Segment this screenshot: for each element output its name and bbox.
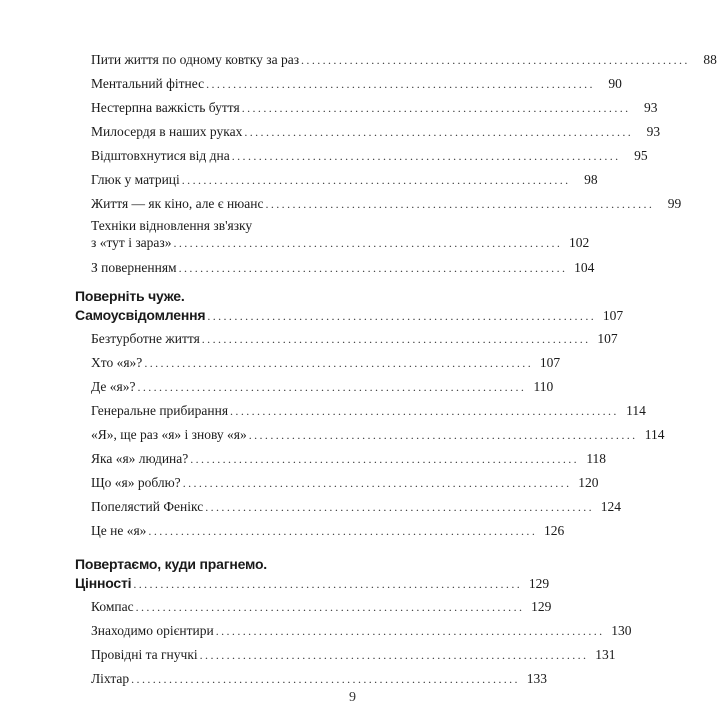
leader-dots: ........................................................................ [173, 236, 563, 250]
toc-entry-title: Глюк у матриці [91, 172, 180, 187]
toc-entry-title: Нестерпна важкість буття [91, 100, 240, 115]
toc-entry[interactable] [91, 623, 632, 639]
toc-entry-page: 95 [634, 148, 648, 163]
toc-entry-title: Відштовхнутися від дна [91, 148, 230, 163]
section-entry[interactable] [75, 575, 550, 592]
toc-entry-title: Попелястий Фенікс [91, 499, 204, 514]
toc-entry-page: 98 [584, 172, 598, 187]
toc-entry-page: 90 [608, 76, 622, 91]
leader-dots: ........................................................................ [144, 356, 534, 370]
toc-entry[interactable] [91, 124, 661, 140]
toc-entry-page: 130 [611, 623, 632, 638]
toc-entry[interactable] [91, 235, 590, 251]
toc-entry[interactable] [91, 379, 554, 395]
leader-dots: ........................................................................ [148, 524, 538, 538]
leader-dots: ........................................................................ [131, 672, 520, 686]
leader-dots: ........................................................................ [133, 577, 523, 591]
leader-dots: ........................................................................ [201, 332, 591, 346]
toc-entry[interactable] [91, 671, 547, 687]
toc-entry-page: 133 [526, 671, 547, 686]
toc-entry[interactable] [91, 355, 561, 371]
leader-dots: ........................................................................ [205, 500, 595, 514]
toc-entry-page: 88 [703, 52, 717, 67]
toc-entry[interactable] [91, 523, 565, 539]
leader-dots: ........................................................................ [190, 452, 580, 466]
toc-entry-title: Провідні та гнучкі [91, 647, 198, 662]
leader-dots: ........................................................................ [248, 428, 638, 442]
toc-entry-title: З поверненням [91, 260, 177, 275]
toc-entry[interactable] [91, 499, 622, 515]
toc-entry-title-line1: Техніки відновлення зв'язку [91, 218, 253, 233]
toc-entry-page: 110 [533, 379, 554, 394]
toc-entry-title: Ментальний фітнес [91, 76, 205, 91]
toc-entry-page: 120 [578, 475, 599, 490]
leader-dots: ........................................................................ [178, 261, 568, 275]
toc-entry[interactable] [91, 100, 658, 116]
toc-entry[interactable] [91, 599, 552, 615]
toc-entry-page: 99 [667, 196, 682, 211]
toc-entry-title: Знаходимо орієнтири [91, 623, 214, 638]
toc-entry-page: 126 [543, 523, 565, 538]
toc-entry-title: Життя — як кіно, але є нюанс [91, 196, 264, 211]
toc-entry-page: 131 [595, 647, 616, 662]
leader-dots: ........................................................................ [241, 101, 631, 115]
toc-entry-page: 118 [586, 451, 607, 466]
toc-entry-page: 102 [569, 235, 590, 250]
leader-dots: ........................................................................ [244, 125, 634, 139]
toc-entry-page: 129 [531, 599, 552, 614]
toc-entry-page: 93 [644, 100, 658, 115]
toc-entry-page: 114 [626, 403, 646, 418]
toc-entry-title: Це не «я» [91, 523, 147, 538]
section-page: 107 [602, 308, 624, 323]
toc-entry-page: 124 [600, 499, 622, 514]
leader-dots: ........................................................................ [230, 404, 619, 418]
toc-entry-title: Милосердя в наших руках [91, 124, 243, 139]
toc-entry-title: Генеральне прибирання [91, 403, 229, 418]
toc-entry[interactable] [91, 172, 598, 188]
leader-dots: ........................................................................ [199, 648, 589, 662]
toc-entry[interactable] [91, 427, 665, 443]
toc-entry[interactable] [91, 475, 599, 491]
section-heading: Повертаємо, куди прагнемо. [75, 556, 267, 572]
toc-entry[interactable] [91, 260, 595, 276]
section-page: 129 [528, 576, 550, 591]
toc-entry-title: Що «я» роблю? [91, 475, 181, 490]
leader-dots: ........................................................................ [207, 309, 597, 323]
toc-entry-page: 107 [539, 355, 561, 370]
leader-dots: ........................................................................ [182, 476, 572, 490]
leader-dots: ........................................................................ [135, 600, 525, 614]
toc-entry-page: 114 [644, 427, 665, 442]
section-title: Цінності [75, 575, 132, 591]
leader-dots: ........................................................................ [181, 173, 571, 187]
toc-entry-title: Компас [91, 599, 134, 614]
leader-dots: ........................................................................ [231, 149, 621, 163]
toc-entry-page: 93 [646, 124, 661, 139]
toc-entry-page: 107 [597, 331, 618, 346]
toc-entry-title: Пити життя по одному ковтку за раз [91, 52, 300, 67]
toc-entry[interactable] [91, 76, 622, 92]
toc-entry[interactable] [91, 52, 717, 68]
toc-entry[interactable] [91, 451, 607, 467]
toc-entry[interactable] [91, 331, 618, 347]
toc-entry[interactable] [91, 647, 616, 663]
section-heading: Поверніть чуже. [75, 288, 185, 304]
toc-entry-title: Ліхтар [91, 671, 130, 686]
toc-entry-title: Де «я»? [91, 379, 136, 394]
leader-dots: ........................................................................ [206, 77, 595, 91]
leader-dots: ........................................................................ [137, 380, 527, 394]
toc-entry-title: Яка «я» людина? [91, 451, 189, 466]
toc-entry-title: Безтурботне життя [91, 331, 200, 346]
section-entry[interactable] [75, 307, 624, 324]
leader-dots: ........................................................................ [265, 197, 655, 211]
toc-entry[interactable] [91, 148, 648, 164]
leader-dots: ........................................................................ [301, 53, 690, 67]
section-title: Самоусвідомлення [75, 307, 206, 323]
toc-entry-page: 104 [574, 260, 595, 275]
toc-entry-title: Хто «я»? [91, 355, 143, 370]
toc-entry-title-line2: з «тут і зараз» [91, 235, 172, 250]
toc-entry-title: «Я», ще раз «я» і знову «я» [91, 427, 247, 442]
toc-entry[interactable] [91, 403, 646, 419]
page-number: 9 [349, 690, 356, 705]
toc-entry[interactable] [91, 196, 682, 212]
leader-dots: ........................................................................ [215, 624, 605, 638]
